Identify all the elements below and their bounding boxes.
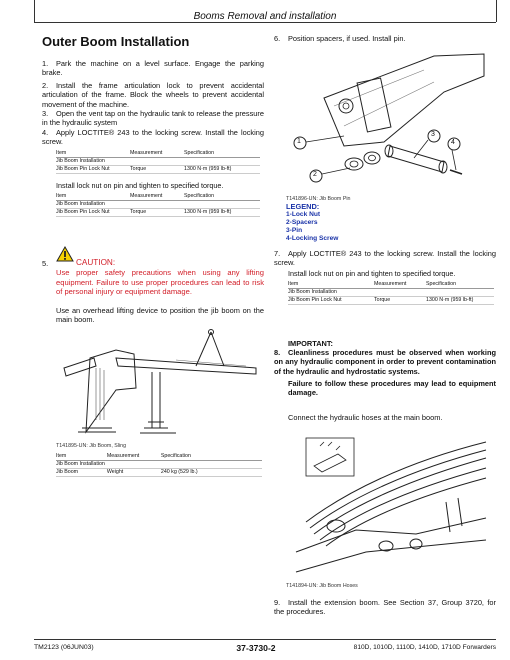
table-cell: Jib Boom Pin Lock Nut [288, 297, 374, 305]
table-cell: Jib Boom [56, 469, 107, 477]
table-cell: Jib Boom Installation [288, 289, 374, 297]
table-cell [130, 158, 184, 166]
lock-nut-instruction-right: Install lock nut on pin and tighten to specified torque. [288, 269, 456, 278]
table-cell [130, 201, 184, 209]
callout-3: 3 [431, 131, 435, 138]
step-3 [42, 109, 264, 128]
table-header: Item [288, 281, 374, 289]
table-cell [161, 461, 262, 469]
caution-text: Use proper safety precautions when using any lifting equipment. Failure to use proper procedures can lead to risk of personal injury or equipment damage. [56, 268, 264, 297]
connect-hoses-instruction: Connect the hydraulic hoses at the main boom. [288, 413, 443, 422]
table-header: Measurement [130, 193, 184, 201]
right-margin-line [496, 0, 497, 22]
table-header: Item [56, 453, 107, 461]
jib-boom-hoses-figure [286, 422, 492, 580]
table-cell: Weight [107, 469, 161, 477]
step-number: 1. [42, 59, 49, 68]
table-cell: 240 kg (529 lb.) [161, 469, 262, 477]
legend-item: 3-Pin [286, 227, 303, 234]
step-4 [42, 128, 264, 147]
table-header: Measurement [130, 150, 184, 158]
step-text: Park the machine on a level surface. Engage the parking brake. [42, 59, 264, 78]
step-9 [274, 598, 496, 617]
step-number: 6. [274, 34, 281, 43]
section-heading: Outer Boom Installation [42, 34, 190, 49]
step-number: 3. [42, 109, 49, 118]
step-text: Apply LOCTITE® 243 to the locking screw. Install the locking screw. [42, 128, 264, 147]
step-text: Open the vent tap on the hydraulic tank to release the pressure in the hydraulic system [42, 109, 264, 128]
step-8 [274, 348, 496, 376]
table-header: Specification [161, 453, 262, 461]
table-header: Measurement [107, 453, 161, 461]
table-header: Specification [426, 281, 494, 289]
table-cell: Torque [130, 166, 184, 174]
lift-instruction: Use an overhead lifting device to position the jib boom on the main boom. [56, 306, 264, 325]
caution-label: CAUTION: [76, 258, 116, 267]
footer-manual-id: TM2123 (06JUN03) [34, 644, 94, 651]
warning-triangle-icon [56, 246, 74, 262]
step-6 [274, 34, 496, 43]
lock-nut-instruction: Install lock nut on pin and tighten to specified torque. [56, 181, 224, 190]
legend-item: 2-Spacers [286, 219, 318, 226]
table-cell: 1300 N·m (959 lb-ft) [184, 209, 260, 217]
figure-caption-hoses: T141894-UN: Jib Boom Hoses [286, 583, 358, 589]
table-cell [184, 158, 260, 166]
table-cell: Jib Boom Pin Lock Nut [56, 209, 130, 217]
table-cell: Jib Boom Installation [56, 461, 105, 467]
table-cell [426, 289, 494, 297]
table-cell [184, 201, 260, 209]
step-1 [42, 59, 264, 78]
table-cell: Jib Boom Installation [56, 201, 130, 209]
table-cell: 1300 N·m (959 lb-ft) [184, 166, 260, 174]
spec-table-2 [56, 193, 260, 217]
legend-title: LEGEND: [286, 202, 320, 211]
step-number: 8. [274, 348, 281, 357]
table-header: Specification [184, 150, 260, 158]
table-cell: 1300 N·m (959 lb-ft) [426, 297, 494, 305]
step-text: Install the extension boom. See Section 37, Group 3720, for the procedures. [274, 598, 496, 617]
footer-models: 810D, 1010D, 1110D, 1410D, 1710D Forwarders [353, 644, 496, 651]
step-7 [274, 249, 496, 268]
table-cell [374, 289, 426, 297]
jib-boom-sling-figure [56, 328, 262, 438]
step-2 [42, 81, 264, 109]
page-header-title: Booms Removal and installation [193, 11, 337, 22]
step-text: Install the frame articulation lock to prevent accidental articulation of the frame. Block the wheels to prevent accidental movement of the machine. [42, 81, 264, 109]
step-number: 9. [274, 598, 281, 607]
header-rule [34, 22, 496, 23]
spec-table-3 [56, 453, 262, 477]
figure-caption-left: T141895-UN: Jib Boom, Sling [56, 443, 127, 449]
table-cell: Torque [130, 209, 184, 217]
footer-rule [34, 639, 496, 640]
table-header: Item [56, 150, 130, 158]
step-number: 4. [42, 128, 49, 137]
table-header: Measurement [374, 281, 426, 289]
step-text: Apply LOCTITE® 243 to the locking screw. Install the locking screw. [274, 249, 496, 268]
spec-table-1 [56, 150, 260, 174]
table-header: Item [56, 193, 130, 201]
legend-item: 4-Locking Screw [286, 235, 339, 242]
step-text: Cleanliness procedures must be observed when working on any hydraulic component in order to prevent contamination of the hydraulic and hydrostatic systems. [274, 348, 496, 376]
legend-item: 1-Lock Nut [286, 211, 321, 218]
caution-step-number: 5. [42, 259, 49, 268]
footer-page-number: 37-3730-2 [236, 643, 276, 653]
table-header: Specification [184, 193, 260, 201]
important-label: IMPORTANT: [288, 339, 334, 348]
callout-4: 4 [451, 139, 455, 146]
table-cell [107, 461, 161, 469]
important-consequence: Failure to follow these procedures may lead to equipment damage. [288, 379, 496, 398]
callout-1: 1 [297, 138, 301, 145]
table-cell: Jib Boom Pin Lock Nut [56, 166, 130, 174]
step-number: 7. [274, 249, 281, 258]
step-text: Position spacers, if used. Install pin. [288, 34, 406, 43]
callout-2: 2 [313, 171, 317, 178]
table-cell: Torque [374, 297, 426, 305]
figure-caption-pin: T141896-UN: Jib Boom Pin [286, 196, 351, 202]
step-number: 2. [42, 81, 49, 90]
spec-table-right [288, 281, 494, 305]
table-cell: Jib Boom Installation [56, 158, 130, 166]
